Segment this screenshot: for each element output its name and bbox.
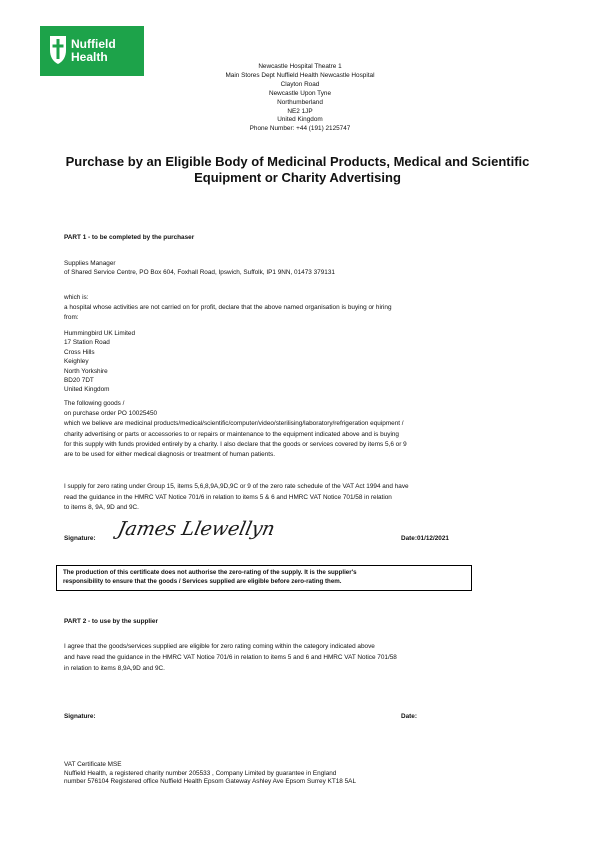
- address-line: Newcastle Hospital Theatre 1: [258, 63, 342, 70]
- handwritten-signature: James Llewellyn: [115, 518, 277, 540]
- hospital-address: [150, 63, 450, 134]
- supplier-line: United Kingdom: [64, 386, 110, 394]
- zero-rating-notice: [56, 565, 472, 591]
- which-is-line: from:: [64, 313, 79, 321]
- supplier-line: Keighley: [64, 358, 89, 366]
- address-line: Main Stores Dept Nuffield Health Newcastle Hospital: [225, 71, 375, 79]
- zero-rating-line: to items 8, 9A, 9D and 9C.: [64, 504, 139, 511]
- notice-line: responsibility to ensure that the goods / Services supplied are eligible before zero-rating them.: [63, 578, 342, 585]
- part1-date: [401, 535, 449, 542]
- intro-line: Supplies Manager: [64, 260, 116, 267]
- supplier-line: 17 Station Road: [64, 339, 110, 347]
- address-line: Northumberland: [277, 98, 323, 106]
- goods-line: The following goods /: [64, 400, 125, 407]
- part2-signature-label: Signature:: [64, 713, 96, 720]
- supplier-address: [64, 329, 534, 395]
- goods-declaration: [64, 399, 534, 460]
- goods-line: are to be used for either medical diagnosis or treatment of human patients.: [64, 451, 276, 459]
- part1-heading: PART 1 - to be completed by the purchaser: [64, 234, 195, 241]
- part2-heading: PART 2 - to use by the supplier: [64, 618, 158, 625]
- supplier-line: Cross Hills: [64, 348, 95, 356]
- notice-line: The production of this certificate does not authorise the zero-rating of the supply. It is the supplier's: [63, 569, 357, 576]
- nuffield-health-logo: [40, 26, 144, 76]
- address-phone: Phone Number: +44 (191) 2125747: [249, 125, 351, 133]
- zero-rating-line: I supply for zero rating under Group 15, items 5,6,8,9A,9D,9C or 9 of the zero rate schedule of the VAT Act 1994 and have: [64, 483, 409, 490]
- document-title: Purchase by an Eligible Body of Medicinal Products, Medical and Scientific Equipment or Charity Advertising: [65, 154, 530, 185]
- goods-line: on purchase order PO 10025450: [64, 410, 158, 418]
- which-is-label: which is:: [64, 294, 89, 301]
- address-line: United Kingdom: [277, 116, 323, 124]
- part2-agreement: [64, 642, 534, 674]
- which-is-block: [64, 293, 534, 322]
- footer: [64, 761, 544, 787]
- supplier-line: North Yorkshire: [64, 367, 108, 375]
- address-line: Newcastle Upon Tyne: [268, 89, 332, 97]
- cross-horizontal: [53, 45, 64, 48]
- part1-signature-label: Signature:: [64, 535, 96, 542]
- which-is-line: a hospital whose activities are not carried on for profit, declare that the above named organisation is buying or hiring: [64, 304, 392, 312]
- part1-date-value: 01/12/2021: [416, 535, 449, 542]
- part1-date-label: Date:: [401, 535, 417, 542]
- agreement-line: and have read the guidance in the HMRC VAT Notice 701/6 in relation to items 5 and 6 and HMRC VAT Notice 701/58: [64, 653, 397, 661]
- intro-line: of Shared Service Centre, PO Box 604, Foxhall Road, Ipswich, Suffolk, IP1 9NN, 01473 379131: [64, 269, 335, 277]
- goods-line: charity advertising or parts or accessories to or repairs or maintenance to the equipment indicated above and is buying: [64, 430, 399, 438]
- address-line: NE2 1JP: [287, 107, 313, 115]
- part1-intro: [64, 259, 534, 278]
- agreement-line: I agree that the goods/services supplied are eligible for zero rating coming within the category indicated above: [64, 643, 375, 650]
- cross-vertical: [57, 39, 60, 59]
- brand-name-line1: Nuffield: [71, 37, 116, 51]
- supplier-line: BD20 7DT: [64, 377, 94, 385]
- zero-rating-declaration: [64, 482, 534, 514]
- brand-name-line2: Health: [71, 50, 108, 64]
- supplier-line: Hummingbird UK Limited: [64, 330, 136, 337]
- footer-line: number 576104 Registered office Nuffield Health Epsom Gateway Ashley Ave Epsom Surrey KT18 5AL: [64, 778, 357, 786]
- goods-line: which we believe are medicinal products/medical/scientific/computer/video/sterilising/laboratory/refrigeration equipment /: [64, 420, 404, 428]
- zero-rating-line: read the guidance in the HMRC VAT Notice 701/6 in relation to items 5 & 6 and HMRC VAT Notice 701/58 in relation: [64, 493, 392, 501]
- footer-line: Nuffield Health, a registered charity number 205533 , Company Limited by guarantee in England: [64, 769, 337, 777]
- part2-date-label: Date:: [401, 713, 417, 720]
- goods-line: for this supply with funds provided entirely by a charity. I also declare that the goods or services covered by items 5,6 or 9: [64, 440, 407, 448]
- agreement-line: in relation to items 8,9A,9D and 9C.: [64, 664, 165, 672]
- address-line: Clayton Road: [280, 80, 320, 88]
- footer-line: VAT Certificate MSE: [64, 761, 122, 768]
